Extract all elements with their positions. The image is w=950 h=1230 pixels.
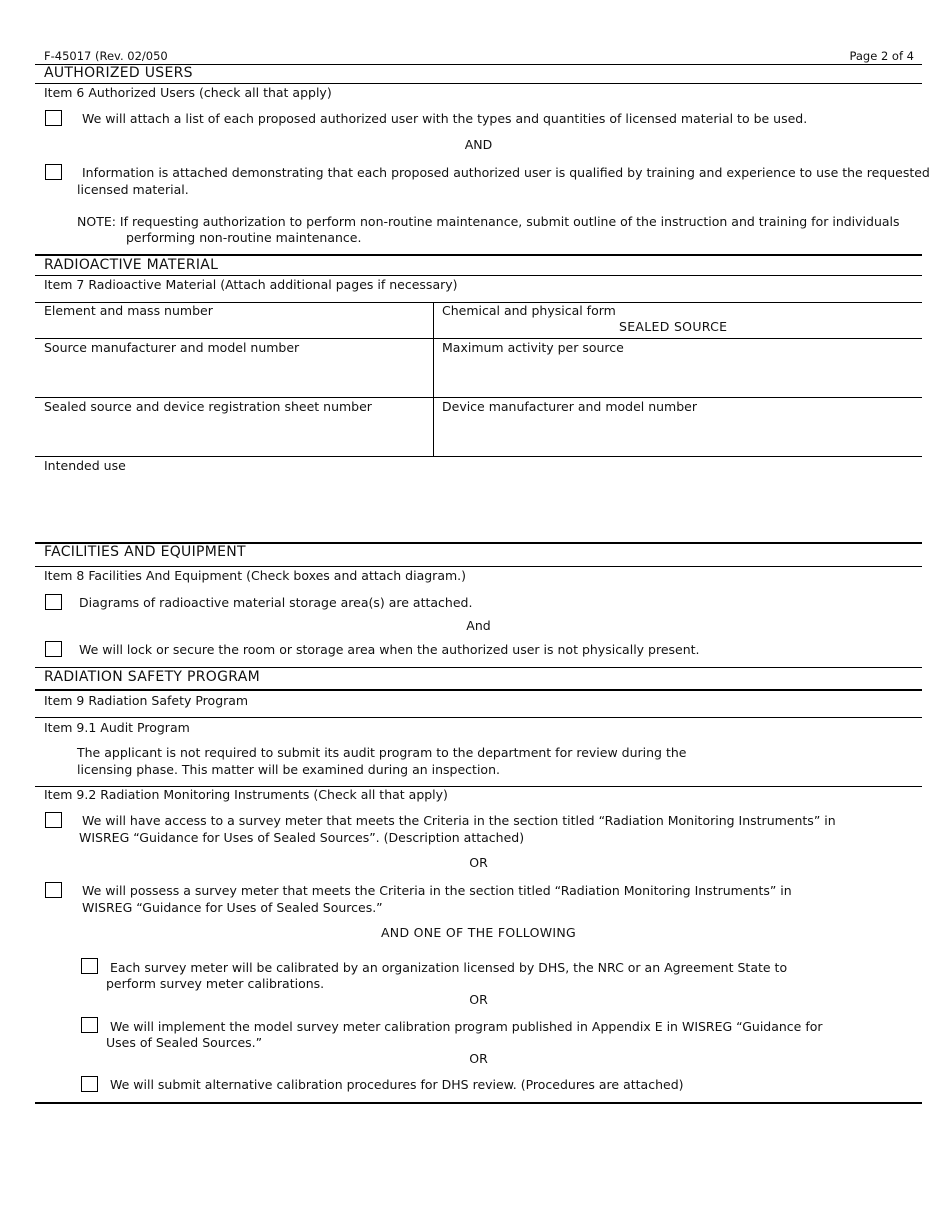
item-7-label: Item 7 Radioactive Material (Attach additional pages if necessary) [44, 277, 458, 292]
form-number: F-45017 (Rev. 02/050 [44, 49, 168, 63]
checkbox-licensed-calibration[interactable] [81, 958, 98, 974]
intended-use-label: Intended use [44, 458, 126, 473]
checkbox-access-survey-meter[interactable] [45, 812, 62, 828]
option-access-line1: We will have access to a survey meter that meets the Criteria in the section titled “Radiation Monitoring Instruments” in [82, 813, 836, 828]
item-9-label: Item 9 Radiation Safety Program [44, 693, 249, 708]
divider [35, 566, 922, 567]
max-activity-label: Maximum activity per source [442, 340, 624, 355]
section-title-radioactive-material: RADIOACTIVE MATERIAL [44, 257, 219, 273]
table-column-divider [433, 302, 434, 457]
divider [35, 83, 922, 84]
checkbox-qualification-info[interactable] [45, 164, 62, 180]
section-title-facilities: FACILITIES AND EQUIPMENT [44, 544, 246, 560]
note-line1: NOTE: If requesting authorization to perform non-routine maintenance, submit outline of the instruction and training for individuals [77, 214, 900, 229]
option-qualification-line2: licensed material. [77, 182, 189, 197]
option-lock-storage: We will lock or secure the room or storage area when the authorized user is not physically present. [79, 642, 700, 657]
or-separator: OR [469, 992, 488, 1007]
sub-option-model-line2: Uses of Sealed Sources.” [106, 1035, 263, 1050]
sub-option-licensed-line2: perform survey meter calibrations. [106, 976, 325, 991]
registration-sheet-label: Sealed source and device registration sheet number [44, 399, 372, 414]
checkbox-lock-storage[interactable] [45, 641, 62, 657]
item-8-label: Item 8 Facilities And Equipment (Check boxes and attach diagram.) [44, 568, 467, 583]
divider [35, 689, 922, 691]
chemical-form-label: Chemical and physical form [442, 303, 616, 318]
option-qualification-line1: Information is attached demonstrating that each proposed authorized user is qualified by training and experience to use the requested [82, 165, 930, 180]
sub-option-licensed-line1: Each survey meter will be calibrated by an organization licensed by DHS, the NRC or an Agreement State to [110, 960, 788, 975]
or-separator: OR [469, 855, 488, 870]
option-possess-line1: We will possess a survey meter that meets the Criteria in the section titled “Radiation Monitoring Instruments” in [82, 883, 792, 898]
divider [35, 667, 922, 668]
divider [35, 338, 922, 339]
and-one-of-following: AND ONE OF THE FOLLOWING [380, 925, 577, 940]
page-number: Page 2 of 4 [849, 49, 914, 63]
sub-option-model-line1: We will implement the model survey meter calibration program published in Appendix E in WISREG “Guidance for [110, 1019, 823, 1034]
section-title-radiation-safety: RADIATION SAFETY PROGRAM [44, 669, 260, 685]
item-9-2-label: Item 9.2 Radiation Monitoring Instruments (Check all that apply) [44, 787, 448, 802]
chemical-form-value: SEALED SOURCE [619, 319, 728, 334]
checkbox-attach-user-list[interactable] [45, 110, 62, 126]
item-6-label: Item 6 Authorized Users (check all that apply) [44, 85, 332, 100]
checkbox-alternative-procedures[interactable] [81, 1076, 98, 1092]
divider [35, 456, 922, 457]
option-access-line2: WISREG “Guidance for Uses of Sealed Sources”. (Description attached) [79, 830, 525, 845]
device-manufacturer-label: Device manufacturer and model number [442, 399, 697, 414]
divider [35, 275, 922, 276]
section-title-authorized-users: AUTHORIZED USERS [44, 65, 193, 81]
item-9-1-label: Item 9.1 Audit Program [44, 720, 190, 735]
checkbox-model-calibration-program[interactable] [81, 1017, 98, 1033]
divider [35, 397, 922, 398]
checkbox-storage-diagrams[interactable] [45, 594, 62, 610]
checkbox-possess-survey-meter[interactable] [45, 882, 62, 898]
sub-option-alternative: We will submit alternative calibration procedures for DHS review. (Procedures are attached) [110, 1077, 684, 1092]
divider [35, 254, 922, 256]
and-separator: AND [464, 137, 493, 152]
audit-text-line1: The applicant is not required to submit its audit program to the department for review during the [77, 745, 687, 760]
divider [35, 1102, 922, 1104]
source-manufacturer-label: Source manufacturer and model number [44, 340, 300, 355]
or-separator: OR [469, 1051, 488, 1066]
option-attach-user-list: We will attach a list of each proposed authorized user with the types and quantities of licensed material to be used. [82, 111, 808, 126]
audit-text-line2: licensing phase. This matter will be examined during an inspection. [77, 762, 500, 777]
note-line2: performing non-routine maintenance. [126, 230, 362, 245]
option-storage-diagrams: Diagrams of radioactive material storage area(s) are attached. [79, 595, 473, 610]
divider [35, 717, 922, 718]
option-possess-line2: WISREG “Guidance for Uses of Sealed Sources.” [82, 900, 383, 915]
and-separator: And [466, 618, 491, 633]
element-mass-label: Element and mass number [44, 303, 213, 318]
